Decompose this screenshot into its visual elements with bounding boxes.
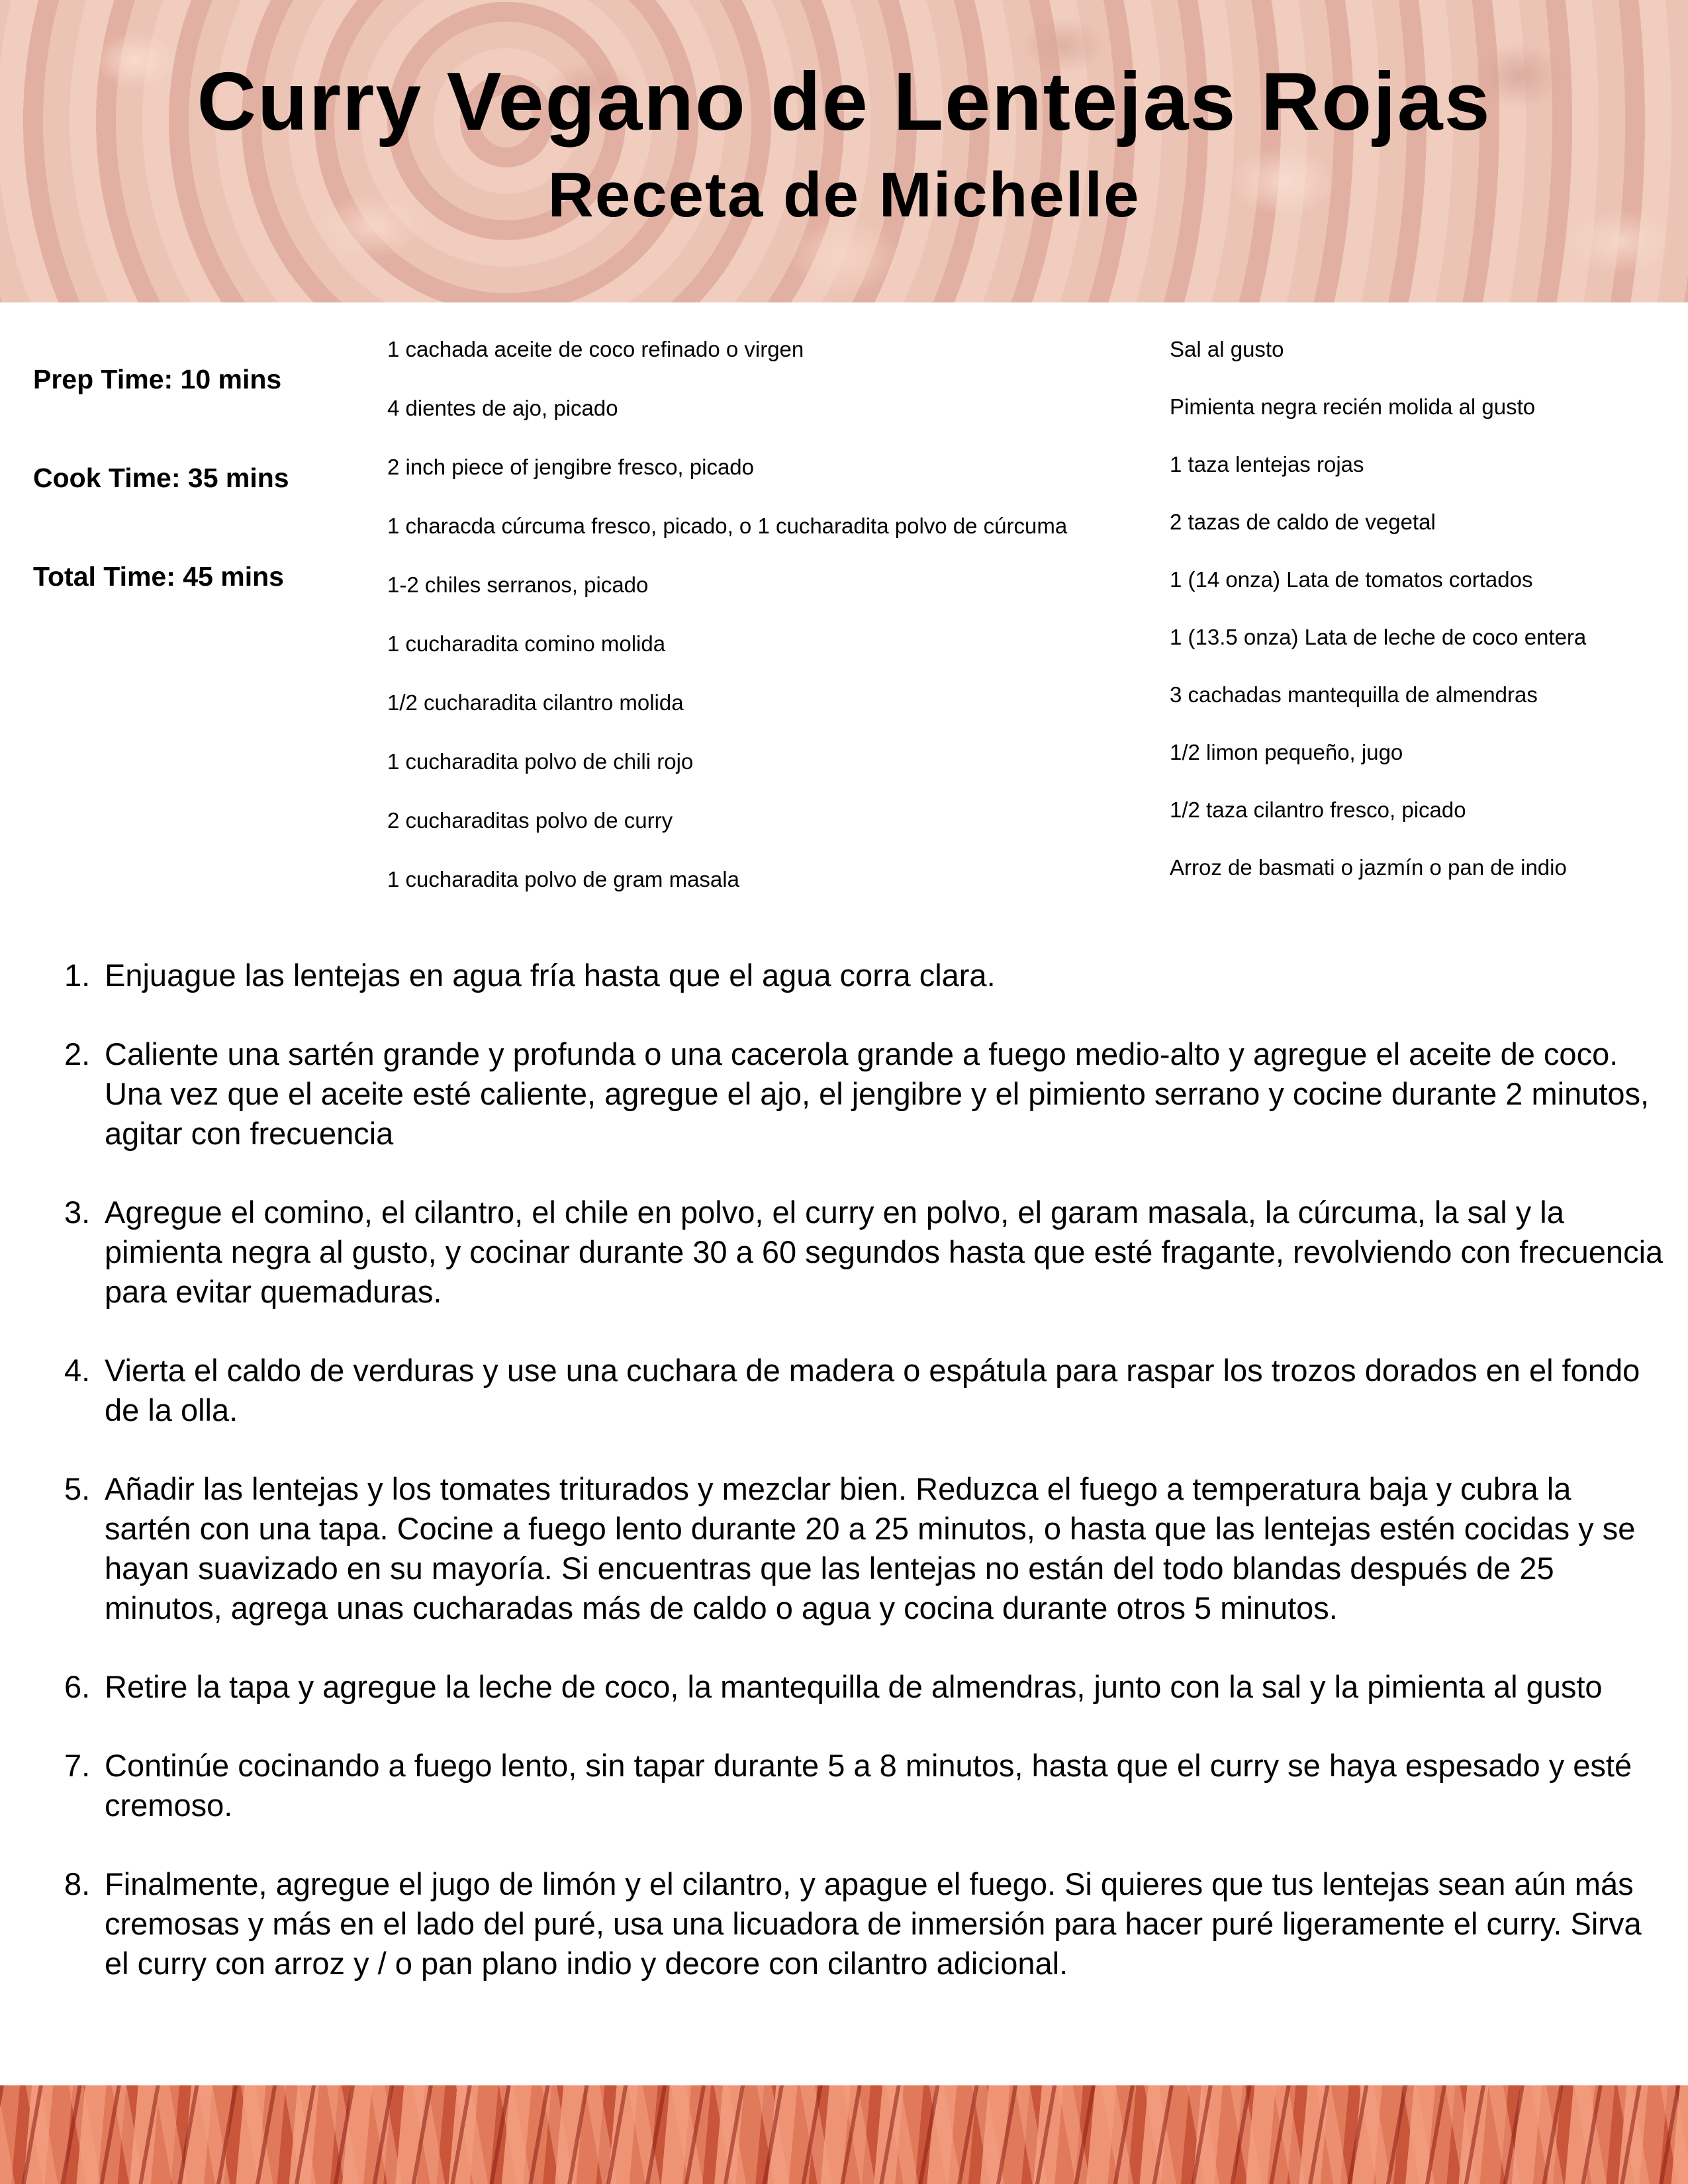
ingredient-item: Pimienta negra recién molida al gusto [1170, 394, 1536, 419]
ingredient-item: 1 cucharadita polvo de chili rojo [387, 749, 694, 774]
total-time: Total Time: 45 mins [33, 561, 284, 592]
ingredient-item: 4 dientes de ajo, picado [387, 396, 618, 420]
instruction-step [64, 1469, 1666, 1628]
step-text: Añadir las lentejas y los tomates triturados y mezclar bien. Reduzca el fuego a temperatura baja y cubra la sartén con una tapa. Cocine a fuego lento durante 20 a 25 minutos, o hasta que las lentejas estén cocidas y se hayan suavizado en su mayoría. Si encuentras que las lentejas no están del todo blandas después de 25 minutos, agrega unas cucharadas más de caldo o agua y cocina durante otros 5 minutos. [105, 1471, 1636, 1625]
ingredient-item: 3 cachadas mantequilla de almendras [1170, 682, 1538, 707]
instruction-step [64, 1746, 1666, 1825]
ingredient-item: 1/2 cucharadita cilantro molida [387, 690, 684, 715]
ingredient-item: 1/2 limon pequeño, jugo [1170, 740, 1403, 764]
instruction-step [64, 1034, 1666, 1154]
ingredient-item: 1 (13.5 onza) Lata de leche de coco entera [1170, 625, 1587, 649]
ingredient-item: Sal al gusto [1170, 337, 1284, 361]
header-banner-lentil-image [0, 0, 1688, 302]
step-number: 4. [64, 1353, 91, 1388]
step-number: 8. [64, 1866, 91, 1901]
instructions-list [64, 956, 1666, 2023]
ingredient-item: 1 taza lentejas rojas [1170, 452, 1364, 477]
instruction-step [64, 1864, 1666, 1983]
step-number: 1. [64, 958, 91, 993]
recipe-times [33, 363, 289, 659]
recipe-author-subtitle: Receta de Michelle [547, 159, 1141, 230]
recipe-title: Curry Vegano de Lentejas Rojas [197, 56, 1491, 148]
cook-time: Cook Time: 35 mins [33, 463, 289, 493]
ingredient-item: 2 tazas de caldo de vegetal [1170, 510, 1436, 534]
step-text: Caliente una sartén grande y profunda o una cacerola grande a fuego medio-alto y agregue el aceite de coco. Una vez que el aceite esté caliente, agregue el ajo, el jengibre y el pimiento serrano y cocine durante 2 minutos, agitar con frecuencia [105, 1036, 1650, 1151]
step-text: Vierta el caldo de verduras y use una cuchara de madera o espátula para raspar los trozos dorados en el fondo de la olla. [105, 1353, 1640, 1428]
step-text: Finalmente, agregue el jugo de limón y el cilantro, y apague el fuego. Si quieres que tus lentejas sean aún más cremosas y más en el lado del puré, usa una licuadora de inmersión para hacer puré ligeramente el curry. Sirva el curry con arroz y / o pan plano indio y decore con cilantro adicional. [105, 1866, 1642, 1981]
ingredient-item: 1 cucharadita comino molida [387, 631, 666, 656]
prep-time: Prep Time: 10 mins [33, 364, 282, 394]
ingredient-item: 2 inch piece of jengibre fresco, picado [387, 455, 755, 479]
ingredient-item: 1/2 taza cilantro fresco, picado [1170, 797, 1466, 822]
ingredient-item: 1-2 chiles serranos, picado [387, 572, 649, 597]
step-number: 3. [64, 1195, 91, 1230]
ingredient-item: 1 cucharadita polvo de gram masala [387, 867, 739, 891]
ingredient-item: 2 cucharaditas polvo de curry [387, 808, 673, 833]
step-text: Retire la tapa y agregue la leche de coco, la mantequilla de almendras, junto con la sal y la pimienta al gusto [105, 1669, 1603, 1704]
step-number: 6. [64, 1669, 91, 1704]
step-number: 5. [64, 1471, 91, 1506]
ingredient-item: 1 cachada aceite de coco refinado o virgen [387, 337, 804, 361]
step-number: 7. [64, 1748, 91, 1783]
step-text: Agregue el comino, el cilantro, el chile en polvo, el curry en polvo, el garam masala, la cúrcuma, la sal y la pimienta negra al gusto, y cocinar durante 30 a 60 segundos hasta que esté fragante, revolviendo con frecuencia para evitar quemaduras. [105, 1195, 1664, 1309]
instruction-step [64, 1193, 1666, 1312]
ingredient-item: Arroz de basmati o jazmín o pan de indio [1170, 855, 1567, 880]
ingredients-column-1 [387, 335, 1067, 924]
instruction-step [64, 1667, 1666, 1707]
step-text: Enjuague las lentejas en agua fría hasta que el agua corra clara. [105, 958, 996, 993]
instruction-step [64, 956, 1666, 995]
instruction-step [64, 1351, 1666, 1430]
step-text: Continúe cocinando a fuego lento, sin tapar durante 5 a 8 minutos, hasta que el curry se haya espesado y esté cremoso. [105, 1748, 1632, 1823]
footer-banner-lentil-image [0, 2085, 1688, 2184]
ingredient-item: 1 (14 onza) Lata de tomatos cortados [1170, 567, 1533, 592]
ingredients-column-2 [1170, 335, 1586, 911]
ingredient-item: 1 characda cúrcuma fresco, picado, o 1 cucharadita polvo de cúrcuma [387, 514, 1068, 538]
step-number: 2. [64, 1036, 91, 1071]
